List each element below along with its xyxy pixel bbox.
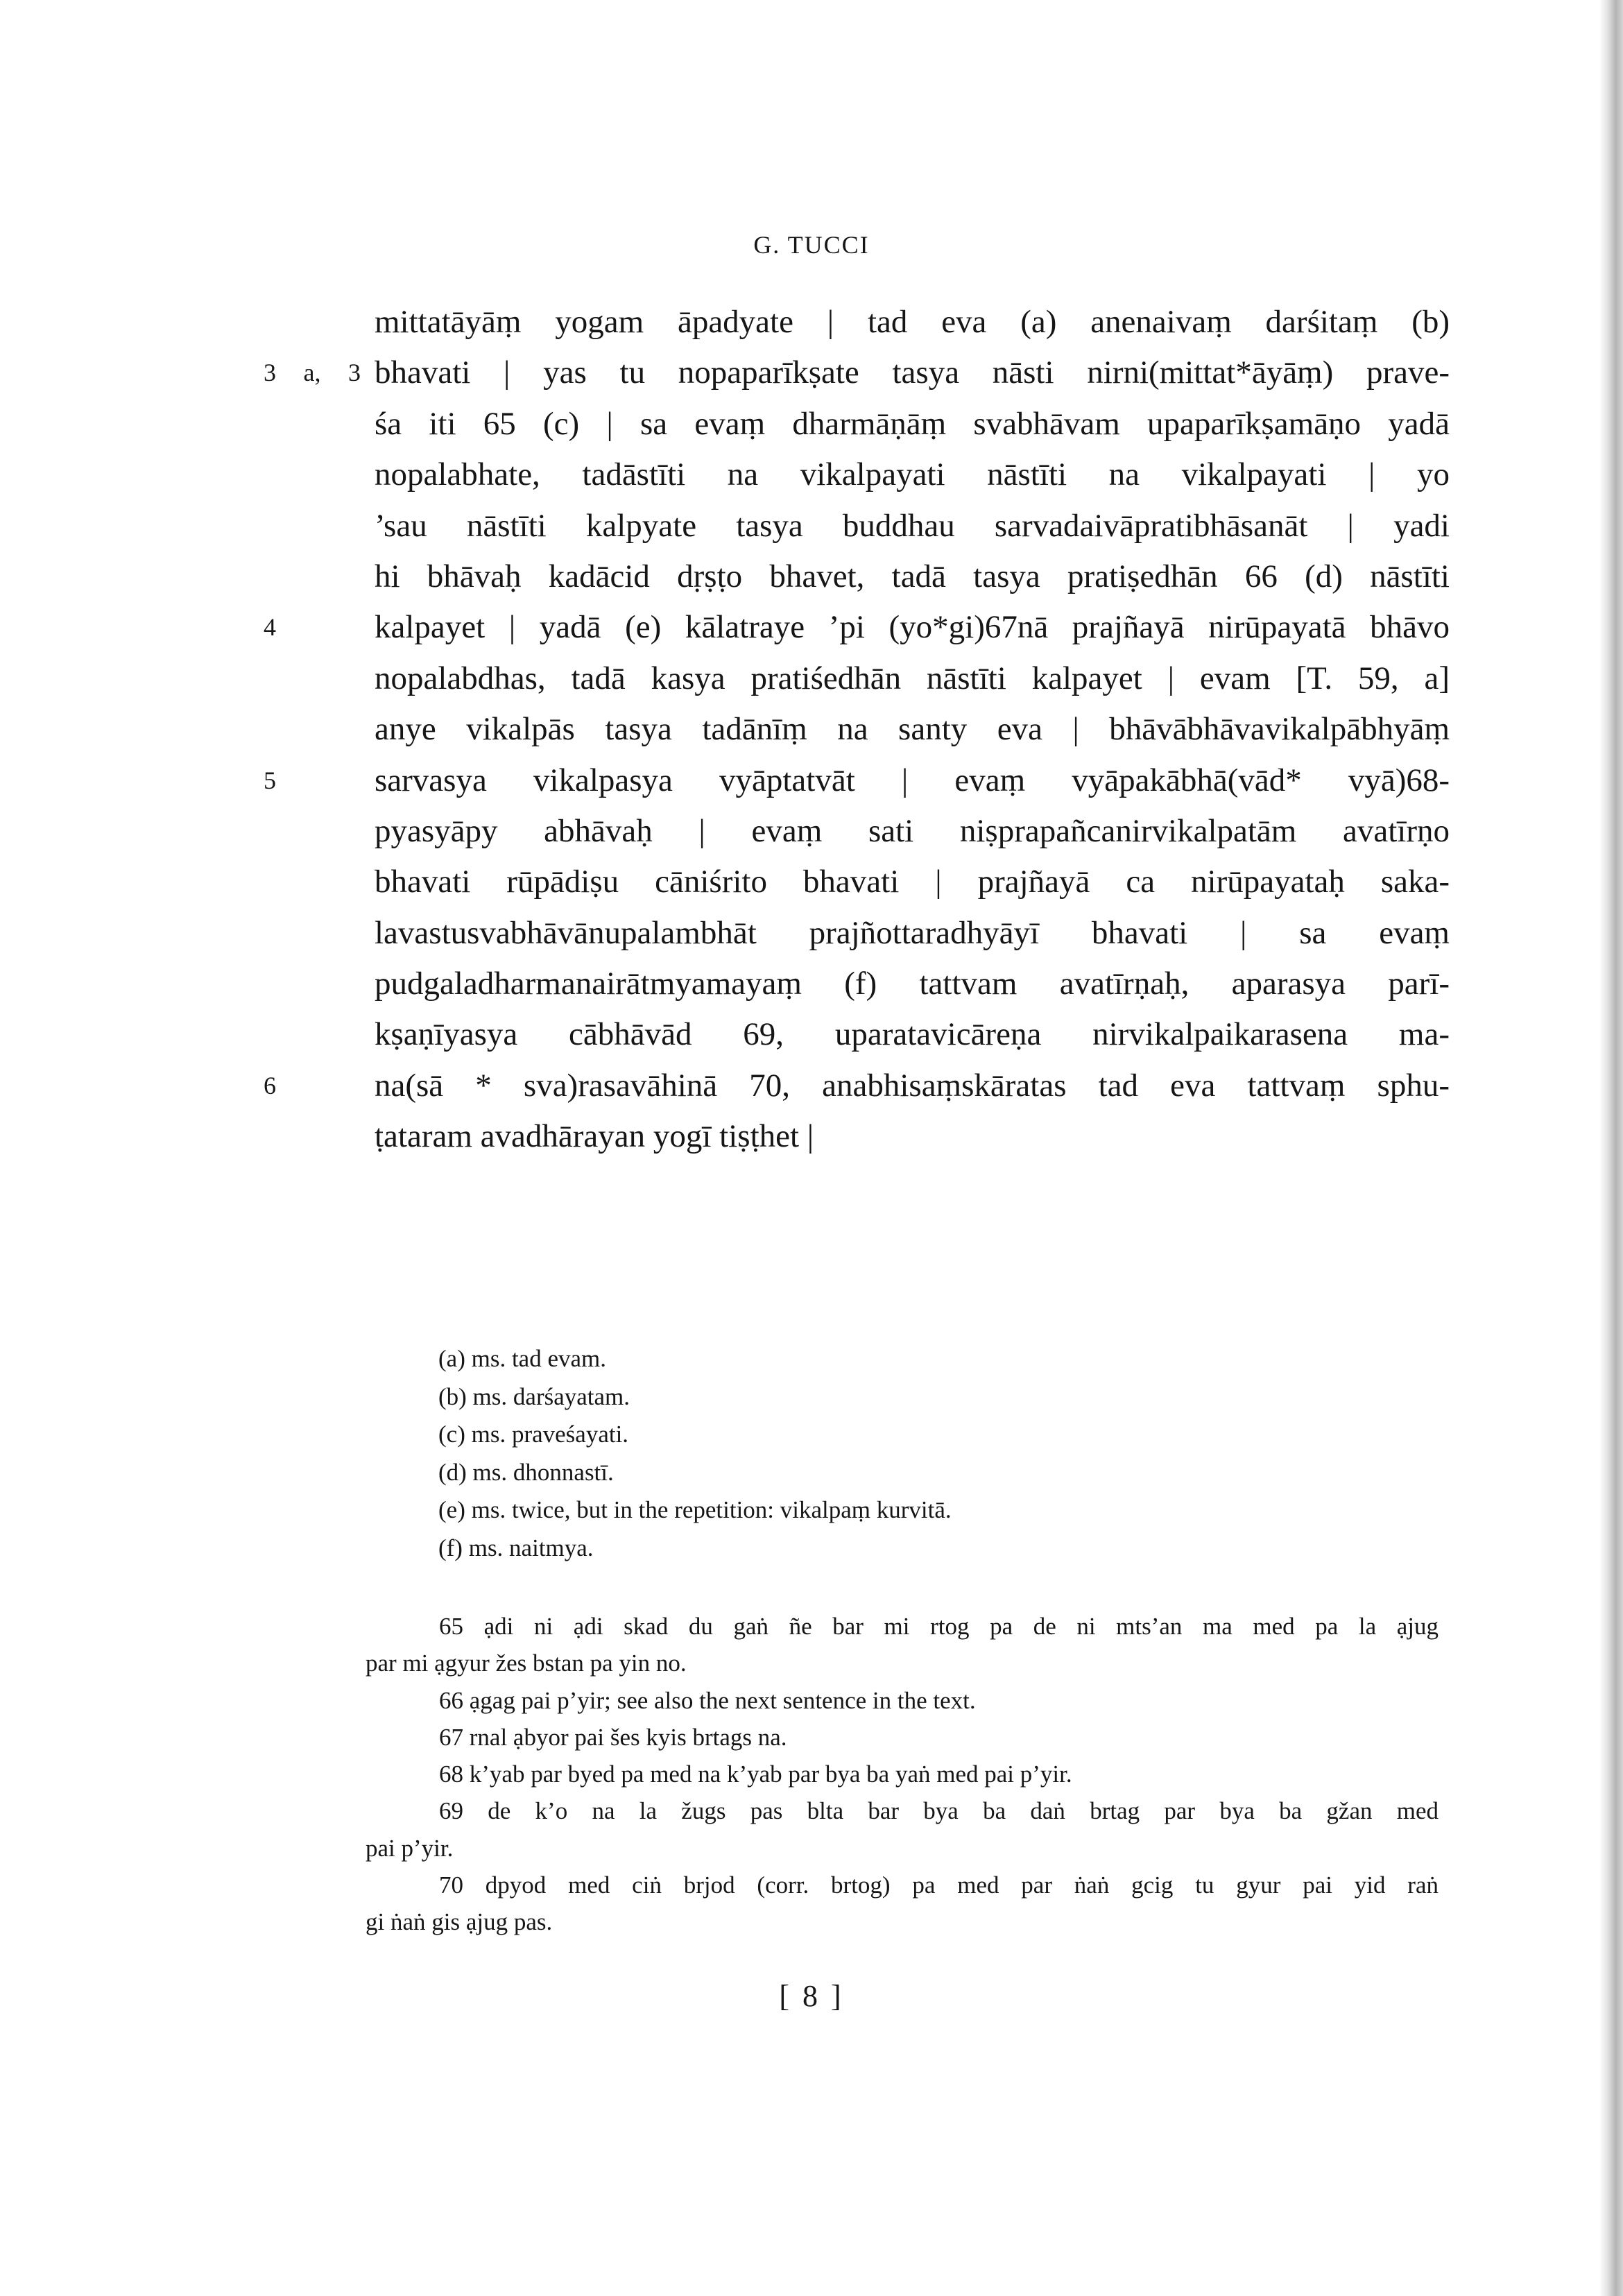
- apparatus-note: (c) ms. praveśayati.: [438, 1421, 629, 1448]
- apparatus-note: (e) ms. twice, but in the repetition: vikalpaṃ kurvitā.: [438, 1496, 952, 1524]
- main-text-block: [264, 297, 1450, 1163]
- text-line: [375, 551, 1450, 602]
- text-line: [375, 1111, 1450, 1162]
- folio-reference: 5: [264, 766, 276, 794]
- apparatus-note: (a) ms. tad evam.: [438, 1345, 606, 1372]
- apparatus-note: (d) ms. dhonnastī.: [438, 1458, 614, 1486]
- text-line-content: kṣaṇīyasya cābhāvād 69, uparatavicāreṇa nirvikalpaikarasena ma-: [375, 1016, 1450, 1053]
- footnote-line: par mi ạgyur žes bstan pa yin no.: [366, 1650, 687, 1677]
- footnote-line: gi ṅaṅ gis ạjug pas.: [366, 1908, 553, 1936]
- running-header: G. TUCCI: [753, 231, 870, 259]
- apparatus-note: (f) ms. naitmya.: [438, 1534, 594, 1561]
- text-line-content: bhavati | yas tu nopaparīkṣate tasya nāsti nirni(mittat*āyāṃ) prave-: [375, 354, 1450, 391]
- folio-reference: 3 a, 3: [264, 359, 361, 387]
- footnote-line: pai p’yir.: [366, 1834, 454, 1862]
- text-line: [375, 653, 1450, 704]
- text-line-content: na(sā * sva)rasavāhinā 70, anabhisaṃskāratas tad eva tattvaṃ sphu-: [375, 1067, 1450, 1104]
- text-line-content: mittatāyāṃ yogam āpadyate | tad eva (a) anenaivaṃ darśitaṃ (b): [375, 304, 1450, 340]
- text-line: [375, 501, 1450, 551]
- text-line: [264, 348, 1450, 398]
- folio-reference: 6: [264, 1071, 276, 1099]
- text-line: [375, 857, 1450, 907]
- text-line-content: sarvasya vikalpasya vyāptatvāt | evaṃ vyāpakābhā(vād* vyā)68-: [375, 762, 1450, 798]
- text-line-content: nopalabhate, tadāstīti na vikalpayati nāstīti na vikalpayati | yo: [375, 456, 1450, 493]
- text-line-content: lavastusvabhāvānupalambhāt prajñottaradhyāyī bhavati | sa evaṃ: [375, 914, 1450, 951]
- footnote-line: 67 rnal ạbyor pai šes kyis brtags na.: [439, 1723, 787, 1751]
- text-line: [375, 806, 1450, 857]
- text-line-content: pyasyāpy abhāvaḥ | evaṃ sati niṣprapañcanirvikalpatām avatīrṇo: [375, 812, 1450, 849]
- footnote-line: 66 ạgag pai p’yir; see also the next sentence in the text.: [439, 1686, 976, 1714]
- textual-apparatus-notes: [438, 1340, 1340, 1568]
- page-number: [ 8 ]: [779, 1979, 844, 2013]
- footnote-line: 70 dpyod med ciṅ brjod (corr. brtog) pa med par ṅaṅ gcig tu gyur pai yid raṅ: [439, 1871, 1439, 1899]
- text-line: [375, 1009, 1450, 1060]
- text-line-content: ’sau nāstīti kalpyate tasya buddhau sarvadaivāpratibhāsanāt | yadi: [375, 507, 1450, 544]
- folio-reference: 4: [264, 613, 276, 642]
- text-line: [264, 1061, 1450, 1111]
- scan-edge-shadow: [1599, 0, 1623, 2296]
- text-line: [375, 297, 1450, 348]
- text-line-content: pudgaladharmanairātmyamayaṃ (f) tattvam avatīrṇaḥ, aparasya parī-: [375, 966, 1450, 1002]
- footnote-line: 68 k’yab par byed pa med na k’yab par bya ba yaṅ med pai p’yir.: [439, 1760, 1072, 1788]
- text-line-content: anye vikalpās tasya tadānīṃ na santy eva | bhāvābhāvavikalpābhyāṃ: [375, 711, 1450, 748]
- text-line: [375, 399, 1450, 449]
- footnote-line: 65 ạdi ni ạdi skad du gaṅ ñe bar mi rtog pa de ni mts’an ma med pa la ạjug: [439, 1613, 1439, 1640]
- text-line-content: kalpayet | yadā (e) kālatraye ’pi (yo*gi)67nā prajñayā nirūpayatā bhāvo: [375, 609, 1450, 646]
- text-line-content: hi bhāvaḥ kadācid dṛṣṭo bhavet, tadā tasya pratiṣedhān 66 (d) nāstīti: [375, 558, 1450, 594]
- text-line: [375, 449, 1450, 500]
- text-line-content: ṭataram avadhārayan yogī tiṣṭhet |: [375, 1118, 814, 1155]
- text-line: [375, 704, 1450, 755]
- text-line: [375, 959, 1450, 1009]
- text-line-content: bhavati rūpādiṣu cāniśrito bhavati | prajñayā ca nirūpayataḥ saka-: [375, 864, 1450, 900]
- text-line: [264, 602, 1450, 653]
- text-line-content: nopalabdhas, tadā kasya pratiśedhān nāstīti kalpayet | evam [T. 59, a]: [375, 660, 1450, 696]
- text-line: [264, 755, 1450, 806]
- text-line: [375, 908, 1450, 959]
- text-line-content: śa iti 65 (c) | sa evaṃ dharmāṇāṃ svabhāvam upaparīkṣamāṇo yadā: [375, 405, 1450, 442]
- footnote-line: 69 de k’o na la žugs pas blta bar bya ba daṅ brtag par bya ba gžan med: [439, 1797, 1439, 1825]
- apparatus-note: (b) ms. darśayatam.: [438, 1382, 630, 1410]
- numbered-footnotes: [366, 1608, 1439, 1941]
